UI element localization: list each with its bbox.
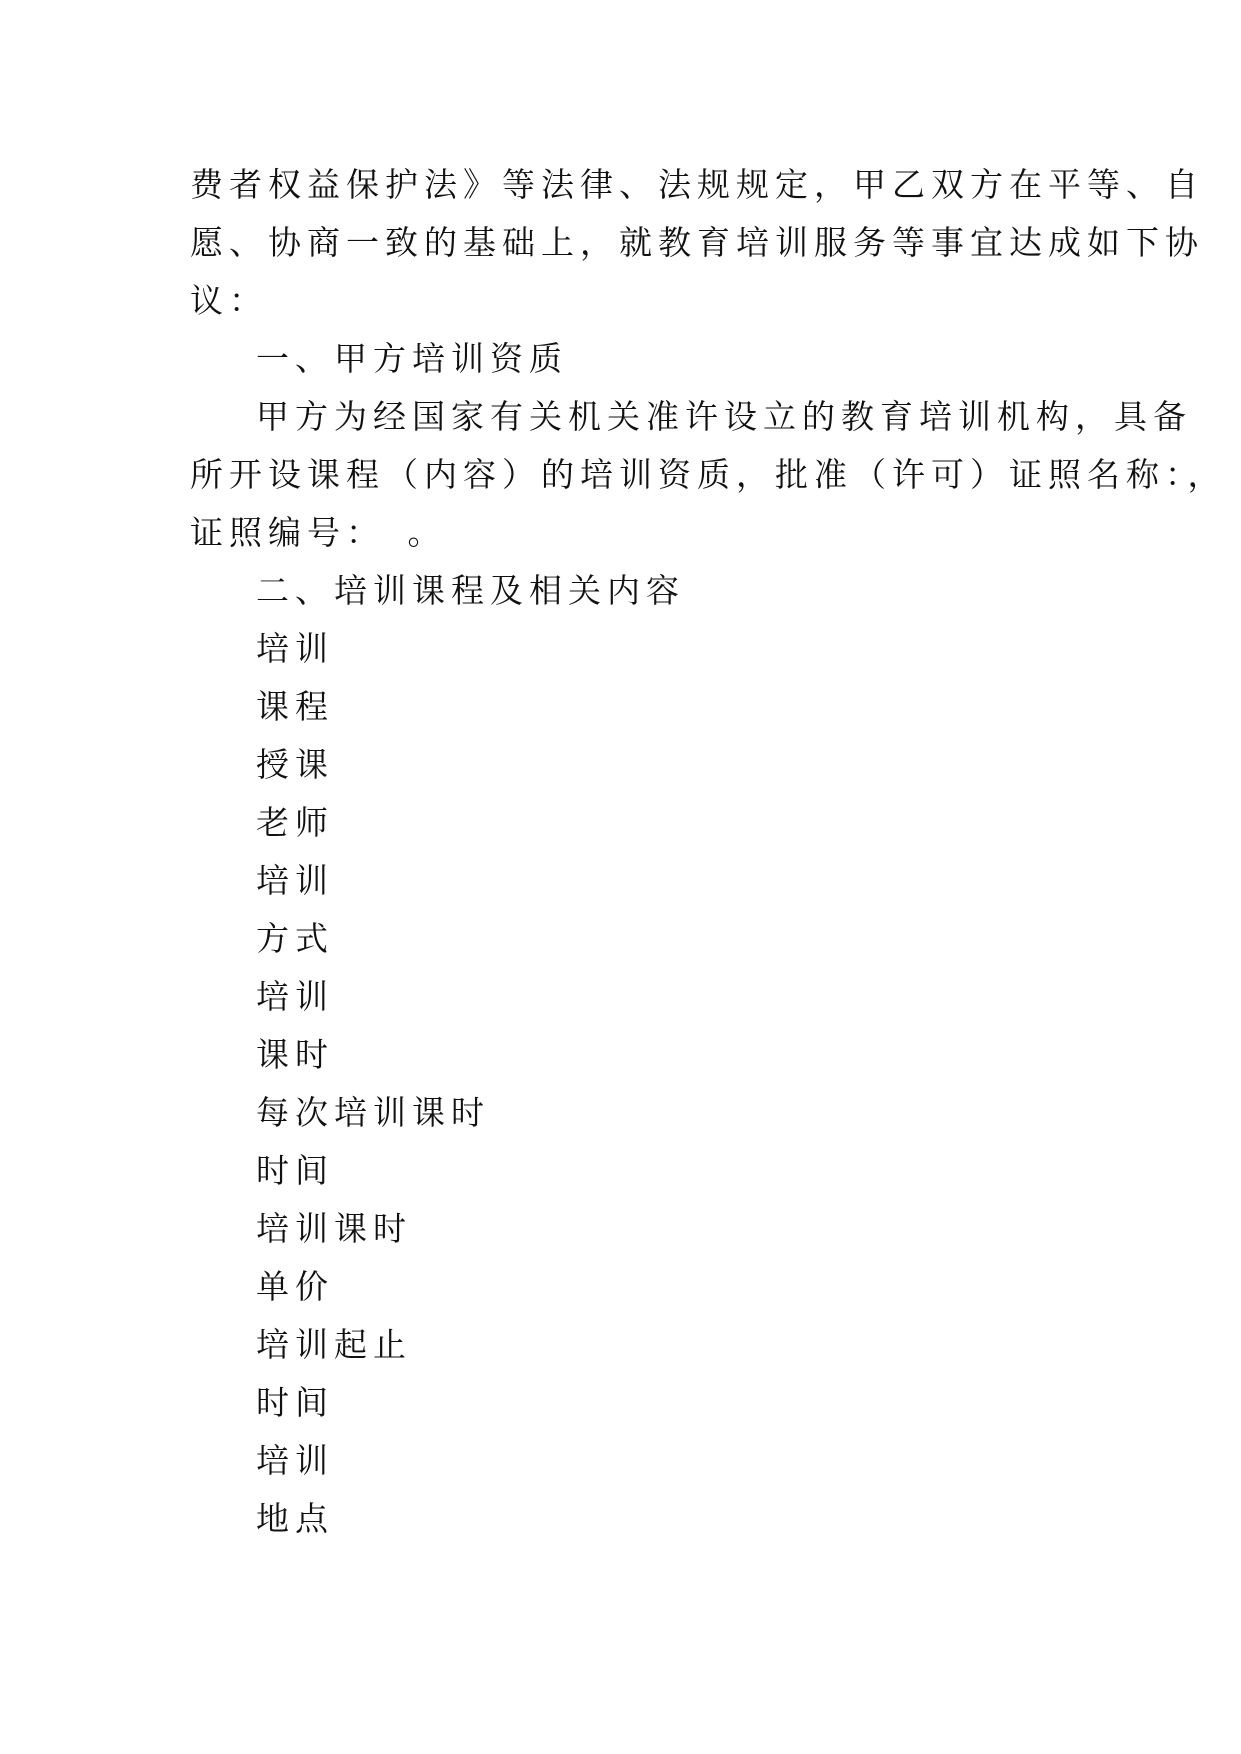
paragraph-line: 所开设课程（内容）的培训资质，批准（许可）证照名称：， bbox=[190, 455, 1227, 494]
paragraph-line: 证照编号： 。 bbox=[190, 513, 447, 552]
section-heading: 二、培训课程及相关内容 bbox=[256, 571, 685, 610]
list-item: 培训 bbox=[256, 1441, 334, 1480]
list-item: 课程 bbox=[256, 687, 334, 726]
list-item: 培训起止 bbox=[256, 1325, 412, 1364]
paragraph-line: 议： bbox=[190, 281, 268, 320]
list-item: 地点 bbox=[256, 1499, 334, 1538]
list-item: 方式 bbox=[256, 919, 334, 958]
list-item: 课时 bbox=[256, 1035, 334, 1074]
list-item: 时间 bbox=[256, 1383, 334, 1422]
list-item: 培训 bbox=[256, 629, 334, 668]
list-item: 单价 bbox=[256, 1267, 334, 1306]
section-heading: 一、甲方培训资质 bbox=[256, 339, 568, 378]
list-item: 时间 bbox=[256, 1151, 334, 1190]
list-item: 每次培训课时 bbox=[256, 1093, 490, 1132]
list-item: 授课 bbox=[256, 745, 334, 784]
list-item: 培训 bbox=[256, 861, 334, 900]
list-item: 培训课时 bbox=[256, 1209, 412, 1248]
list-item: 老师 bbox=[256, 803, 334, 842]
list-item: 培训 bbox=[256, 977, 334, 1016]
paragraph-line: 愿、协商一致的基础上，就教育培训服务等事宜达成如下协 bbox=[190, 223, 1204, 262]
paragraph-line: 甲方为经国家有关机关准许设立的教育培训机构，具备 bbox=[256, 397, 1192, 436]
paragraph-line: 费者权益保护法》等法律、法规规定，甲乙双方在平等、自 bbox=[190, 165, 1204, 204]
